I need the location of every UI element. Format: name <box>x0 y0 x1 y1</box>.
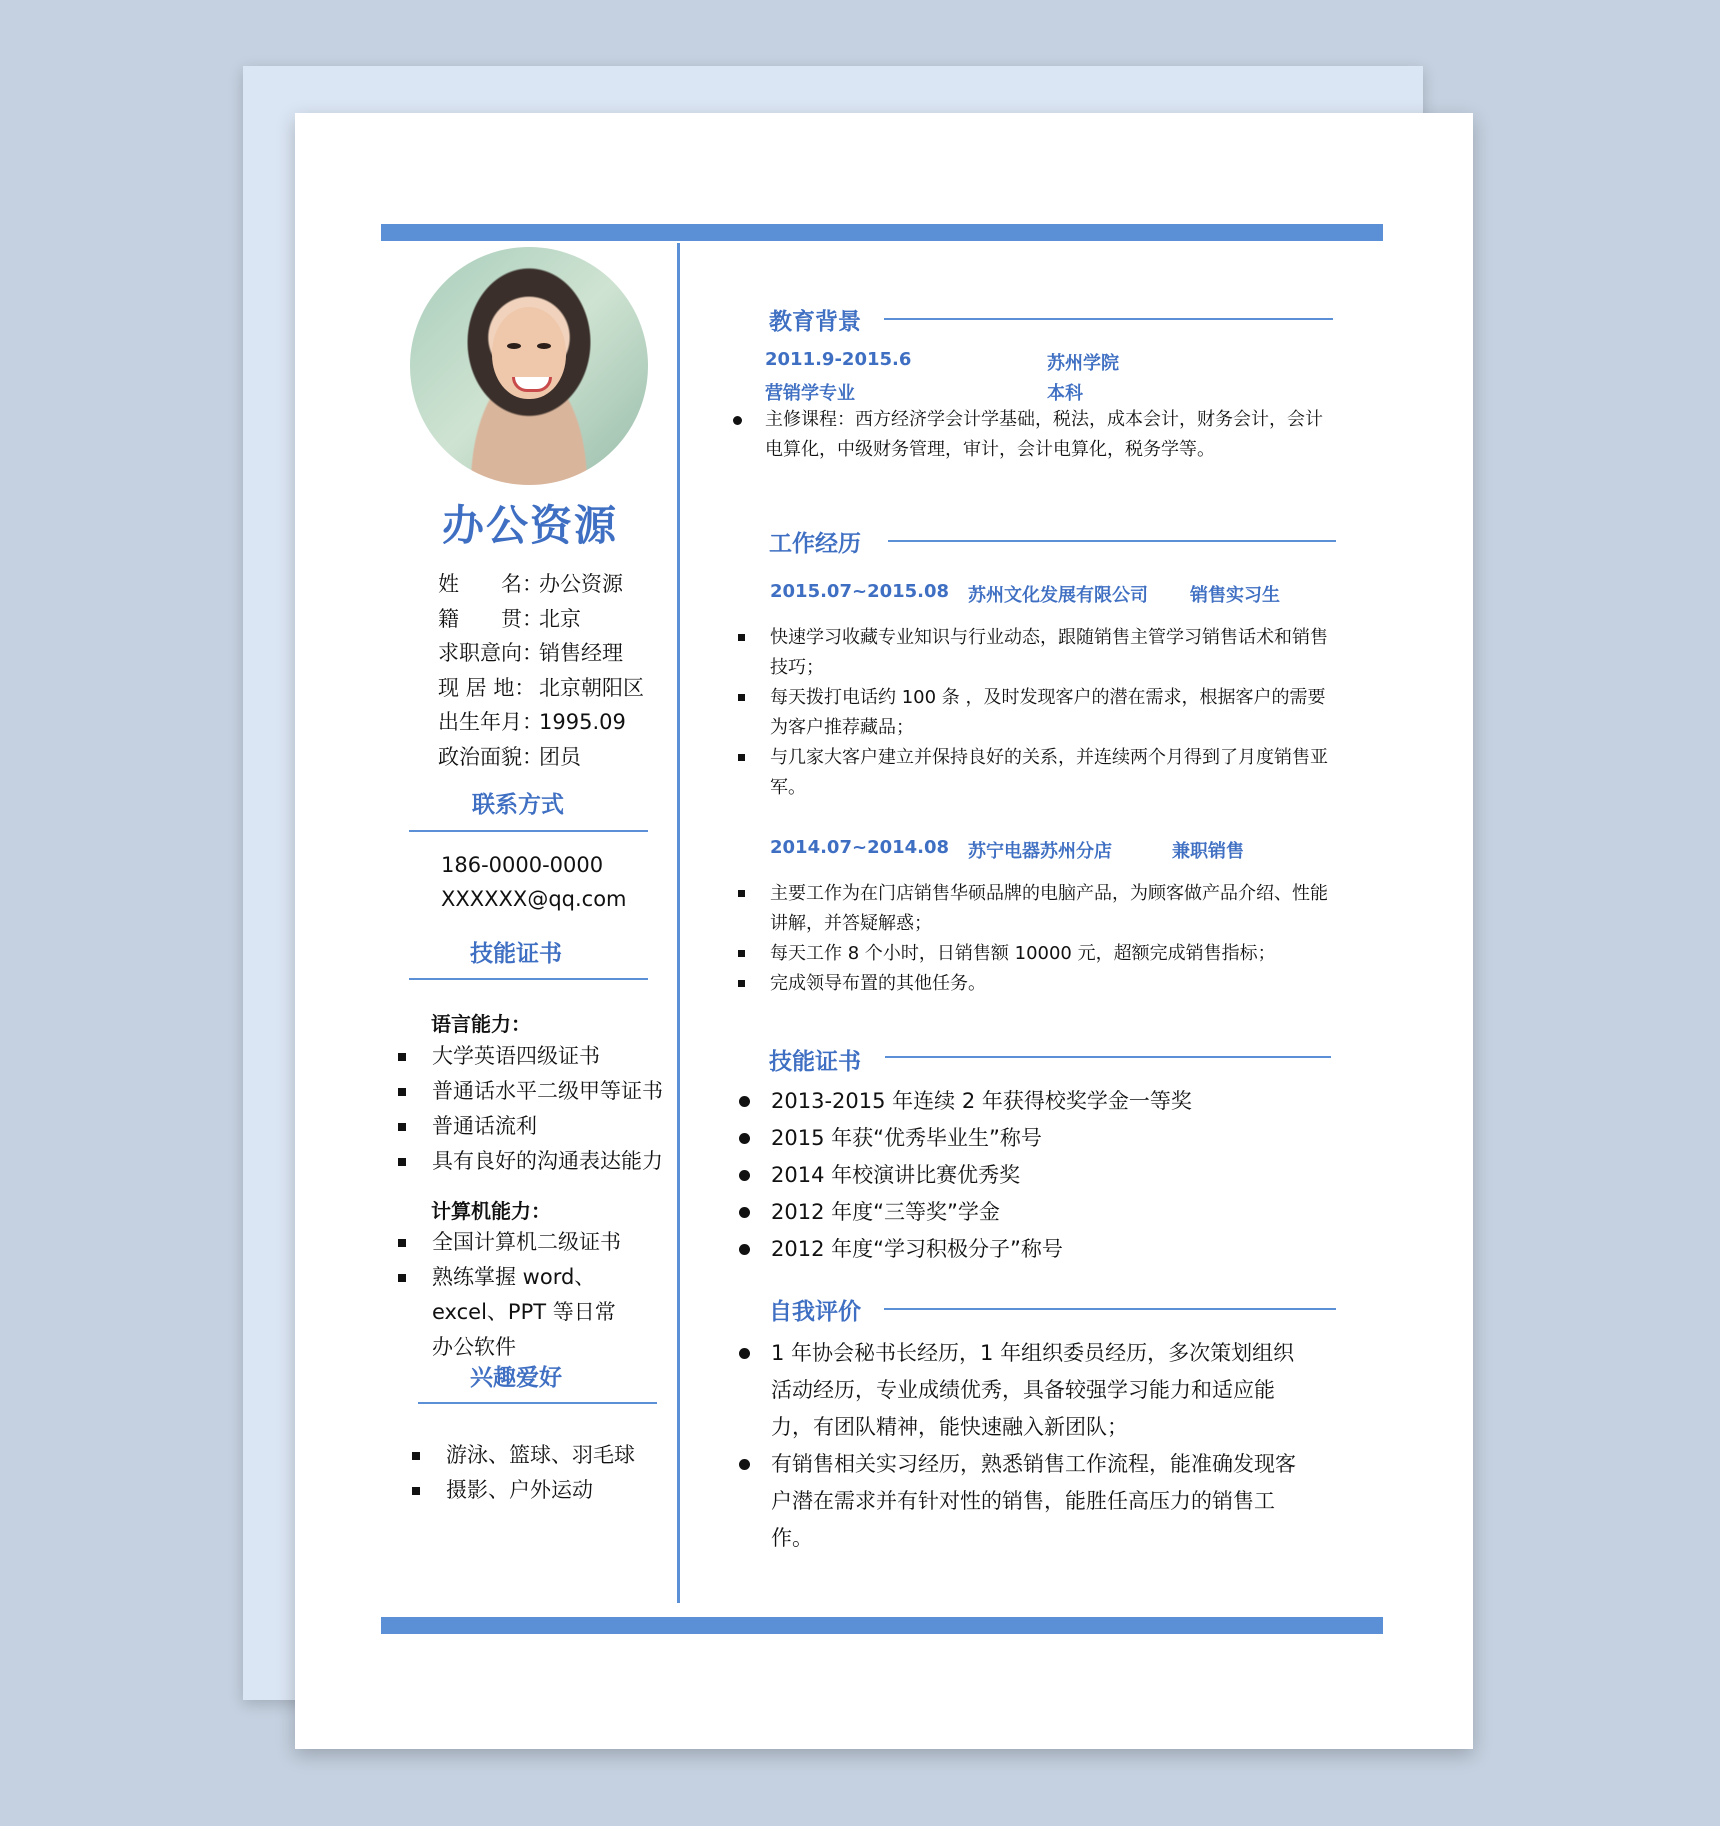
hobbies-divider <box>418 1402 657 1404</box>
info-value: 北京 <box>539 606 581 631</box>
certificates-title: 技能证书 <box>769 1049 861 1075</box>
list-item: 具有良好的沟通表达能力 <box>398 1144 668 1179</box>
contact-divider <box>409 830 648 832</box>
job-role: 兼职销售 <box>1172 841 1244 862</box>
list-item: 普通话水平二级甲等证书 <box>398 1074 668 1109</box>
list-item: 大学英语四级证书 <box>398 1039 668 1074</box>
computer-ability-heading: 计算机能力： <box>431 1199 551 1223</box>
list-item: 主修课程：西方经济学会计学基础，税法，成本会计，财务会计，会计电算化，中级财务管理，审计，会计电算化，税务学等。 <box>729 405 1339 465</box>
list-item: 快速学习收藏专业知识与行业动态，跟随销售主管学习销售话术和销售技巧； <box>736 623 1332 683</box>
education-divider <box>884 318 1333 320</box>
list-item: 2012 年度“三等奖”学金 <box>735 1194 1335 1231</box>
list-item: 摄影、户外运动 <box>412 1473 672 1508</box>
hobbies-title: 兴趣爱好 <box>470 1365 562 1391</box>
certificates-divider <box>885 1056 1331 1058</box>
work-divider <box>888 540 1336 542</box>
list-item: 每天拨打电话约 100 条 ，及时发现客户的潜在需求，根据客户的需要为客户推荐藏品； <box>736 683 1332 743</box>
job-role: 销售实习生 <box>1190 585 1280 606</box>
education-title: 教育背景 <box>769 309 861 335</box>
info-label: 现 居 地： <box>438 675 536 700</box>
info-value: 1995.09 <box>539 710 626 735</box>
top-accent-bar <box>381 224 1383 241</box>
info-row <box>438 602 644 637</box>
list-item: 2012 年度“学习积极分子”称号 <box>735 1231 1335 1268</box>
work-title: 工作经历 <box>769 531 861 557</box>
list-item: 熟练掌握 word、excel、PPT 等日常办公软件 <box>398 1260 634 1365</box>
job-period: 2014.07~2014.08 <box>770 837 950 858</box>
info-row <box>438 705 644 740</box>
phone-number: 186-0000-0000 <box>441 853 604 877</box>
list-item: 主要工作为在门店销售华硕品牌的电脑产品，为顾客做产品介绍、性能讲解，并答疑解惑； <box>736 879 1332 939</box>
info-label: 籍 贯： <box>438 606 543 631</box>
list-item: 与几家大客户建立并保持良好的关系，并连续两个月得到了月度销售亚军。 <box>736 743 1332 803</box>
education-major: 营销学专业 <box>765 383 855 404</box>
education-period: 2011.9-2015.6 <box>765 349 912 370</box>
list-item: 1 年协会秘书长经历，1 年组织委员经历，多次策划组织活动经历，专业成绩优秀，具备较强学习能力和适应能力，有团队精神，能快速融入新团队； <box>735 1335 1313 1446</box>
personal-info <box>438 567 644 775</box>
avatar-photo <box>410 247 648 485</box>
job-duties-list <box>736 879 1332 999</box>
avatar-eye-right <box>537 343 551 349</box>
column-divider <box>677 243 680 1603</box>
list-item: 2013-2015 年连续 2 年获得校奖学金一等奖 <box>735 1083 1335 1120</box>
self-evaluation-title: 自我评价 <box>769 1299 861 1325</box>
list-item: 2015 年获“优秀毕业生”称号 <box>735 1120 1335 1157</box>
hobbies-list <box>412 1438 672 1508</box>
info-label: 政治面貌： <box>438 744 543 769</box>
job-company: 苏宁电器苏州分店 <box>968 841 1112 862</box>
education-courses-list <box>729 405 1339 465</box>
info-row <box>438 671 644 706</box>
list-item: 普通话流利 <box>398 1109 668 1144</box>
list-item: 游泳、篮球、羽毛球 <box>412 1438 672 1473</box>
job-company: 苏州文化发展有限公司 <box>968 585 1148 606</box>
self-evaluation-list <box>735 1335 1313 1557</box>
language-ability-list <box>398 1039 668 1179</box>
info-row <box>438 636 644 671</box>
info-row <box>438 740 644 775</box>
education-school: 苏州学院 <box>1047 353 1119 374</box>
self-evaluation-divider <box>884 1308 1336 1310</box>
computer-ability-list <box>398 1225 634 1365</box>
info-value: 销售经理 <box>539 641 623 666</box>
info-value: 办公资源 <box>539 572 623 596</box>
avatar-eye-left <box>507 343 521 349</box>
job-period: 2015.07~2015.08 <box>770 581 950 602</box>
skills-left-title: 技能证书 <box>470 941 562 967</box>
info-value: 团员 <box>539 744 581 769</box>
resume-page <box>295 113 1473 1749</box>
list-item: 有销售相关实习经历，熟悉销售工作流程，能准确发现客户潜在需求并有针对性的销售，能胜任高压力的销售工作。 <box>735 1446 1313 1557</box>
certificates-list <box>735 1083 1335 1268</box>
info-row <box>438 567 644 602</box>
info-label: 姓 名： <box>438 572 543 596</box>
list-item: 全国计算机二级证书 <box>398 1225 634 1260</box>
list-item: 完成领导布置的其他任务。 <box>736 969 1332 999</box>
education-degree: 本科 <box>1047 383 1083 404</box>
language-ability-heading: 语言能力： <box>431 1012 531 1036</box>
info-label: 出生年月： <box>438 710 543 735</box>
info-label: 求职意向： <box>438 641 543 666</box>
job-duties-list <box>736 623 1332 803</box>
skills-left-divider <box>409 978 648 980</box>
contact-block <box>441 848 627 916</box>
candidate-name-heading: 办公资源 <box>441 501 618 550</box>
info-value: 北京朝阳区 <box>539 675 644 700</box>
list-item: 每天工作 8 个小时，日销售额 10000 元，超额完成销售指标； <box>736 939 1332 969</box>
email-address: XXXXXX@qq.com <box>441 887 627 911</box>
contact-section-title: 联系方式 <box>472 792 564 818</box>
list-item: 2014 年校演讲比赛优秀奖 <box>735 1157 1335 1194</box>
bottom-accent-bar <box>381 1617 1383 1634</box>
